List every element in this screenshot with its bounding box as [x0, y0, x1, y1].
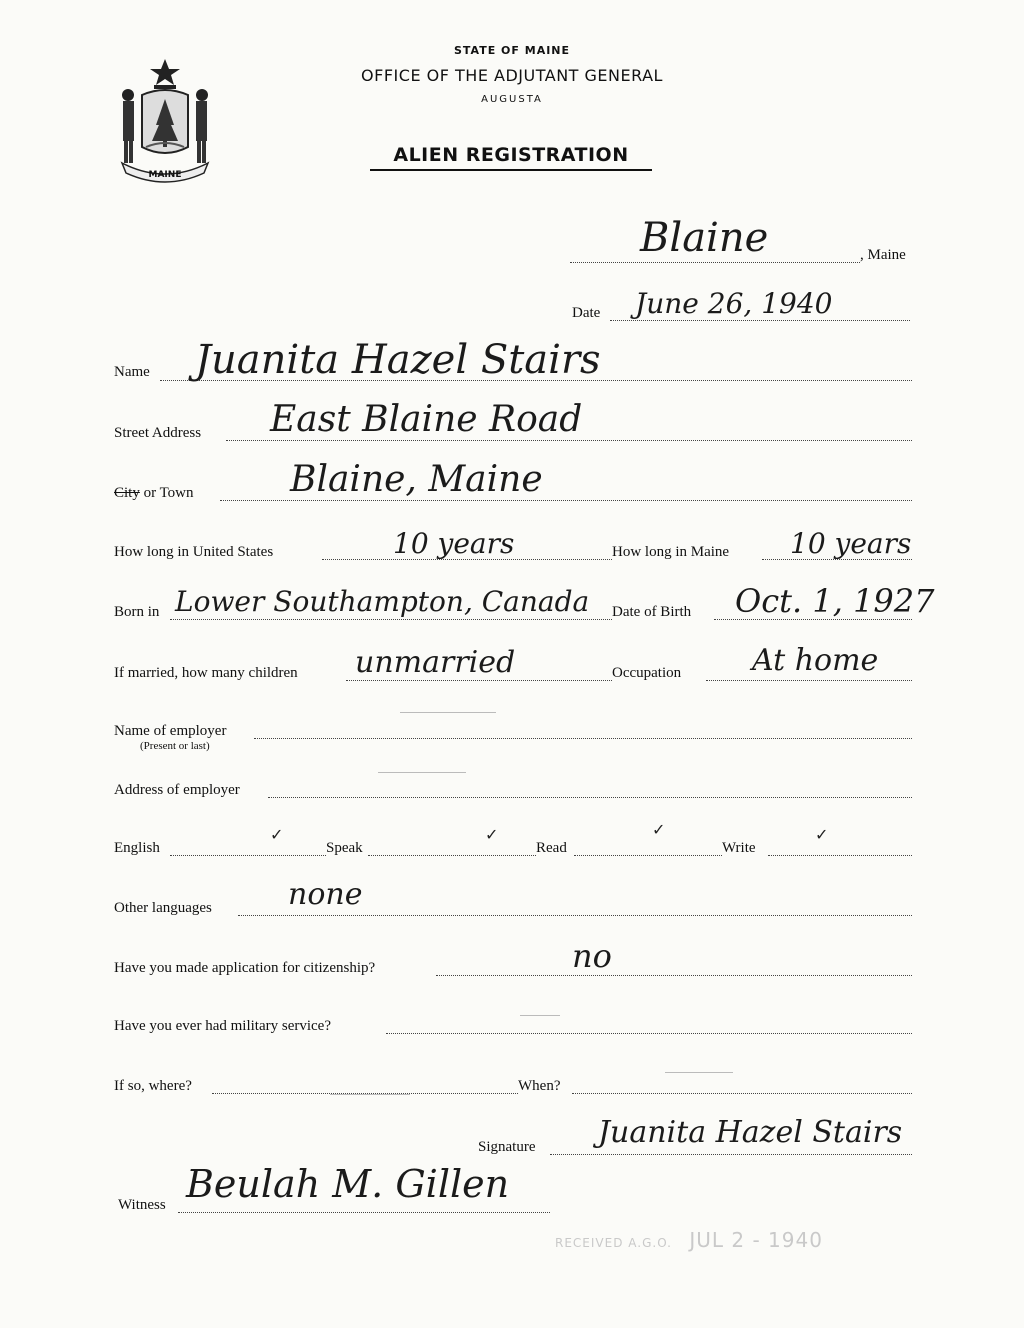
military-dash: [520, 1015, 560, 1016]
witness-line: [178, 1212, 550, 1213]
dob-label: Date of Birth: [612, 604, 692, 620]
military-label: Have you ever had military service?: [114, 1018, 331, 1034]
read-line: [574, 855, 722, 856]
hw-town: Blaine, Maine: [290, 459, 543, 500]
military-line: [386, 1033, 912, 1034]
hw-signature: Juanita Hazel Stairs: [598, 1115, 903, 1150]
name-label: Name: [114, 364, 150, 380]
married-label: If married, how many children: [114, 665, 298, 681]
employer-dash: [400, 712, 496, 713]
town-label: [114, 485, 194, 502]
where-label: If so, where?: [114, 1078, 192, 1094]
place-suffix-label: , Maine: [860, 247, 906, 263]
when-dash: [665, 1072, 733, 1073]
write-line: [768, 855, 912, 856]
hw-witness: Beulah M. Gillen: [186, 1162, 510, 1206]
english-checkmark-icon: ✓: [270, 827, 284, 844]
speak-checkmark-icon: ✓: [485, 827, 499, 844]
write-label: Write: [722, 840, 756, 856]
svg-text:MAINE: MAINE: [148, 170, 182, 180]
city-struck: City: [114, 485, 140, 501]
hw-other-languages: none: [288, 877, 363, 912]
hw-dob: Oct. 1, 1927: [735, 582, 935, 620]
employer-label: Name of employer: [114, 723, 227, 739]
street-line: [226, 440, 912, 441]
stamp-date: JUL 2 - 1940: [689, 1228, 823, 1252]
citizenship-line: [436, 975, 912, 976]
hw-street: East Blaine Road: [270, 399, 583, 440]
english-label: English: [114, 840, 160, 856]
other-languages-line: [238, 915, 912, 916]
maine-state-seal-icon: [112, 55, 218, 185]
or-town: or Town: [143, 485, 194, 501]
received-stamp: [555, 1228, 823, 1252]
born-label: Born in: [114, 604, 160, 620]
when-line: [572, 1093, 912, 1094]
write-checkmark-icon: ✓: [815, 827, 829, 844]
hw-date: June 26, 1940: [635, 287, 833, 320]
witness-label: Witness: [118, 1197, 166, 1213]
how-long-us-label: How long in United States: [114, 544, 274, 560]
town-line: [220, 500, 912, 501]
employer-address-line: [268, 797, 912, 798]
hw-name: Juanita Hazel Stairs: [195, 337, 601, 383]
hw-born: Lower Southampton, Canada: [175, 585, 590, 618]
stamp-received-text: RECEIVED A.G.O.: [555, 1236, 672, 1250]
employer-line: [254, 738, 912, 739]
married-line: [346, 680, 612, 681]
speak-line: [368, 855, 536, 856]
date-line: [610, 320, 910, 321]
born-line: [170, 619, 612, 620]
hw-children: unmarried: [355, 645, 516, 680]
employer-sublabel: (Present or last): [140, 740, 210, 752]
signature-label: Signature: [478, 1139, 536, 1155]
hw-occupation: At home: [752, 643, 879, 678]
hw-years-us: 10 years: [393, 527, 515, 560]
header-city: AUGUSTA: [481, 94, 543, 105]
speak-label: Speak: [326, 840, 363, 856]
hw-place: Blaine: [640, 215, 769, 261]
hw-years-maine: 10 years: [790, 527, 912, 560]
where-dash: [330, 1094, 410, 1095]
date-label: Date: [572, 305, 601, 321]
form-title: ALIEN REGISTRATION: [370, 144, 652, 171]
other-languages-label: Other languages: [114, 900, 212, 916]
english-line: [170, 855, 326, 856]
read-checkmark-icon: ✓: [652, 822, 666, 839]
when-label: When?: [518, 1078, 561, 1094]
read-label: Read: [536, 840, 567, 856]
street-label: Street Address: [114, 425, 202, 441]
occupation-line: [706, 680, 912, 681]
place-line: [570, 262, 860, 263]
header-state: STATE OF MAINE: [453, 44, 571, 57]
citizenship-label: Have you made application for citizenship?: [114, 960, 376, 976]
occupation-label: Occupation: [612, 665, 682, 681]
employer-address-dash: [378, 772, 466, 773]
signature-line: [550, 1154, 912, 1155]
hw-citizenship: no: [572, 937, 612, 975]
header-office: OFFICE OF THE ADJUTANT GENERAL: [361, 66, 663, 85]
employer-address-label: Address of employer: [114, 782, 240, 798]
how-long-me-label: How long in Maine: [612, 544, 730, 560]
